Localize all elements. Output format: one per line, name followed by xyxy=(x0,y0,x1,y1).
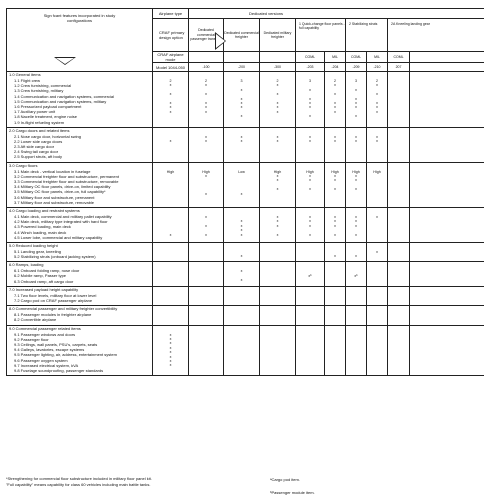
empty-cell xyxy=(410,72,484,128)
mark-cell: High x x xyxy=(189,162,224,207)
empty-cell xyxy=(388,262,410,287)
model-label: Model 1044-050 xyxy=(153,63,189,72)
section-item: 1.1 Flight crew xyxy=(14,78,41,83)
empty-cell xyxy=(388,242,410,261)
section-row xyxy=(7,306,484,325)
empty-cell xyxy=(388,306,410,325)
section-item: 5.1 Landing gear, kneeling xyxy=(14,248,61,254)
col-300-label: Dedicated military freighter xyxy=(260,19,296,52)
section-item: 3.4 Military OC floor panels, drive-on, limited capability xyxy=(14,184,111,190)
mark-cell xyxy=(296,286,325,305)
section-item: 7.1 Two floor levels, military floor at lower level xyxy=(14,292,97,298)
mark-cell: Low x xyxy=(224,162,260,207)
mark-cell xyxy=(367,262,388,287)
empty-cell xyxy=(410,306,484,325)
section-item: 8.2 Convertible airplane xyxy=(14,317,57,323)
mark-cell xyxy=(367,325,388,376)
section-item: 4.2 Main deck, military type integrated with hard floor xyxy=(14,219,108,225)
mark-cell xyxy=(325,325,346,376)
mark-cell xyxy=(367,286,388,305)
craf-mode-label: CRAF airplane mode xyxy=(153,52,189,63)
mark-cell: High x x x xyxy=(296,162,325,207)
mark-cell: x xyxy=(325,242,346,261)
section-title: 7.0 Increased payload height capability xyxy=(9,286,79,292)
empty-cell xyxy=(388,325,410,376)
craf-primary-text: CRAF primary design option xyxy=(159,30,185,40)
down-arrow-icon xyxy=(54,57,76,65)
mark-cell: x x xyxy=(189,127,224,162)
section-item: 6.2 Mobile ramp, Passer type xyxy=(14,273,67,279)
mark-cell: x x xyxy=(260,127,296,162)
footnote-2: "Full capability" means capability for class 60 vehicles including main battle tanks. xyxy=(6,482,151,487)
mark-cell: x x xyxy=(296,127,325,162)
empty-cell xyxy=(410,207,484,242)
col-200-code: -200 xyxy=(224,63,260,72)
mark-cell xyxy=(189,242,224,261)
section-cell xyxy=(7,162,153,207)
empty-cell xyxy=(410,286,484,305)
section-item: 4.1 Main deck, commercial and military pallet capability xyxy=(14,213,112,219)
section-item: 5.2 Stabilizing struts (onboard jacking system) xyxy=(14,254,96,260)
mark-cell: 2 x x x x x xyxy=(153,72,189,128)
mark-cell: xᵇ xyxy=(346,262,367,287)
empty-cell xyxy=(410,127,484,162)
mark-cell: 2 x x x x x xyxy=(189,72,224,128)
mark-cell: 2 x x x x x xyxy=(260,72,296,128)
empty-cell xyxy=(410,262,484,287)
section-item: 9.3 Ceilings, wall panels, PSU's, carpets, seats xyxy=(14,341,98,347)
section-item: 9.7 Increased electrical system, kVA xyxy=(14,362,79,368)
sub-code-3: -209 xyxy=(346,63,367,72)
sign-features-cell xyxy=(7,9,153,72)
mark-cell xyxy=(153,306,189,325)
dedicated-versions-label: Dedicated versions xyxy=(189,9,484,19)
mark-cell xyxy=(224,306,260,325)
section-item: 3.1 Main deck - vertical location in fuselage xyxy=(14,168,91,174)
section-row xyxy=(7,262,484,287)
footnote-3: ᵃCargo pod item. xyxy=(270,477,300,482)
mark-cell xyxy=(153,262,189,287)
sub-code-2: -204 xyxy=(325,63,346,72)
section-item: 1.4 Communication and navigation systems, commercial xyxy=(14,93,115,99)
mark-cell xyxy=(189,286,224,305)
mark-cell: x xyxy=(367,207,388,242)
mark-cell xyxy=(346,325,367,376)
section-title: 8.0 Commercial passenger and military freighter convertibility xyxy=(9,306,118,312)
footnote-1: *Strengthening for commercial floor substructure included in military floor panel kit. xyxy=(6,476,152,481)
mark-cell xyxy=(153,286,189,305)
mark-cell: x x x x x x x x xyxy=(153,325,189,376)
section-row xyxy=(7,72,484,128)
section-item: 9.6 Passenger oxygen system xyxy=(14,357,68,363)
group2-label: 2 Stabilizing struts xyxy=(346,19,388,52)
mark-cell xyxy=(260,242,296,261)
section-item: 2.2 Lower side cargo doors xyxy=(14,138,63,144)
section-item: 3.2 Commercial freighter floor and substructure, permanent xyxy=(14,173,119,179)
col-100-code: -100 xyxy=(189,63,224,72)
mark-cell: 3 x x x x x xyxy=(224,72,260,128)
mark-cell xyxy=(346,286,367,305)
section-item: 3.5 Military OC floor panels, drive-on, full capability* xyxy=(14,189,106,195)
section-item: 9.4 Galleys, lavatories, escape systems xyxy=(14,347,85,353)
mark-cell xyxy=(260,286,296,305)
mark-cell: x xyxy=(153,127,189,162)
mark-cell: High xyxy=(153,162,189,207)
section-item: 4.3 Powered loading, main deck xyxy=(14,224,71,230)
mark-cell: x x x x xyxy=(224,207,260,242)
empty-cell xyxy=(388,72,410,128)
sub-label-5: COML xyxy=(388,52,410,63)
craf-primary-label xyxy=(153,19,189,52)
sub-code-1: -203 xyxy=(296,63,325,72)
mark-cell: x x x x xyxy=(296,207,325,242)
mark-cell xyxy=(260,325,296,376)
mark-cell: 3 x x x x x xyxy=(346,72,367,128)
mark-cell: High x x x xyxy=(325,162,346,207)
airplane-type-label: Airplane type xyxy=(153,9,189,19)
empty-cell xyxy=(410,162,484,207)
col-200-label: Dedicated commercial freighter xyxy=(224,19,260,52)
mark-cell xyxy=(260,262,296,287)
section-item: 3.7 Military floor and substructure, removable xyxy=(14,199,95,205)
section-row xyxy=(7,127,484,162)
mark-cell xyxy=(189,262,224,287)
section-title: 2.0 Cargo doors and related items xyxy=(9,127,70,133)
mark-cell: x x xyxy=(224,262,260,287)
section-item: 1.2 Crew furnishing, commercial xyxy=(14,83,72,89)
section-cell xyxy=(7,242,153,261)
sub-label-2: MIL xyxy=(325,52,346,63)
mark-cell: High x x x xyxy=(260,162,296,207)
section-row xyxy=(7,242,484,261)
section-item: 1.3 Crew furnishing, military xyxy=(14,88,64,94)
mark-cell: 2 x x x x x xyxy=(367,72,388,128)
empty-cell xyxy=(388,127,410,162)
section-cell xyxy=(7,306,153,325)
mark-cell: x x xyxy=(346,127,367,162)
mark-cell xyxy=(189,325,224,376)
section-item: 3.3 Commercial freighter floor and substructure, removable xyxy=(14,179,119,184)
section-title: 3.0 Cargo floors xyxy=(9,162,38,168)
mark-cell xyxy=(346,306,367,325)
section-title: 5.0 Reduced loading height xyxy=(9,242,58,248)
mark-cell: x x x x xyxy=(260,207,296,242)
section-title: 4.0 Cargo loading and restraint systems xyxy=(9,207,80,213)
mark-cell: x xyxy=(367,242,388,261)
mark-cell: x xyxy=(224,242,260,261)
group3-label: 2A Kneeling landing gear xyxy=(388,19,484,52)
section-item: 4.5 Lower lobe, commercial and military capability xyxy=(14,234,103,240)
section-row xyxy=(7,325,484,376)
mark-cell xyxy=(325,306,346,325)
mark-cell: x xyxy=(153,207,189,242)
right-arrow-icon xyxy=(215,32,226,50)
mark-cell: x x xyxy=(367,127,388,162)
section-cell xyxy=(7,325,153,376)
col-300-code: -300 xyxy=(260,63,296,72)
mark-cell xyxy=(296,242,325,261)
mark-cell xyxy=(260,306,296,325)
section-item: 8.1 Passenger modules in freighter airplane xyxy=(14,312,92,318)
mark-cell xyxy=(296,325,325,376)
section-row xyxy=(7,207,484,242)
section-item: 9.8 Fuselage soundproofing, passenger standards xyxy=(14,367,104,373)
section-cell xyxy=(7,72,153,128)
section-cell xyxy=(7,207,153,242)
col-100-label: Dedicated commercial passenger transport xyxy=(189,19,224,52)
mark-cell: xᵇ xyxy=(296,262,325,287)
sub-label-1: COML xyxy=(296,52,325,63)
mark-cell xyxy=(325,286,346,305)
empty-cell xyxy=(410,325,484,376)
section-item: 9.2 Passenger floor xyxy=(14,336,49,342)
empty-cell xyxy=(388,286,410,305)
section-item: 2.5 Support struts, aft body xyxy=(14,154,63,160)
section-item: 1.6 Pressurized payload compartment xyxy=(14,103,82,109)
section-title: 1.0 General items xyxy=(9,72,41,77)
section-item: 1.5 Communication and navigation systems, military xyxy=(14,98,107,104)
mark-cell: 2 x x x x x xyxy=(325,72,346,128)
section-cell xyxy=(7,127,153,162)
section-item: 9.1 Passenger windows and doors xyxy=(14,331,76,337)
section-row xyxy=(7,286,484,305)
section-cell xyxy=(7,262,153,287)
empty-cell xyxy=(410,242,484,261)
footnote-4: ᵇPassenger module item. xyxy=(270,490,315,495)
section-item: 7.2 Cargo pod on CRAF passenger airplane xyxy=(14,298,93,303)
section-title: 6.0 Ramps, loading xyxy=(9,262,44,268)
mark-cell xyxy=(296,306,325,325)
sub-code-5: 207 xyxy=(388,63,410,72)
sign-features-text: Sign fcant features incorporated in study configurations xyxy=(43,13,116,23)
group1-label: 1 Quick-change floor panels - full capability xyxy=(296,19,346,52)
section-item: 9.5 Passenger lighting, air, address, entertainment system xyxy=(14,352,117,358)
section-row xyxy=(7,162,484,207)
mark-cell xyxy=(224,325,260,376)
empty-cell xyxy=(388,207,410,242)
configuration-table xyxy=(6,8,484,376)
mark-cell: 3 x x x x x xyxy=(296,72,325,128)
section-title: 9.0 Commercial passenger related items xyxy=(9,325,81,331)
section-item: 1.9 In-flight refueling system xyxy=(14,119,65,125)
sub-code-4: -210 xyxy=(367,63,388,72)
mark-cell: x x x x xyxy=(325,207,346,242)
sub-label-3: COML xyxy=(346,52,367,63)
mark-cell xyxy=(224,286,260,305)
section-item: 4.4 Winch loading, main deck xyxy=(14,229,67,235)
mark-cell: High xyxy=(367,162,388,207)
section-item: 3.6 Military floor and substructure, permanent xyxy=(14,194,95,200)
mark-cell: x xyxy=(346,242,367,261)
section-item: 2.4 Swing tail cargo door xyxy=(14,149,59,155)
mark-cell xyxy=(189,306,224,325)
mark-cell xyxy=(153,242,189,261)
section-item: 2.3 Aft side cargo door xyxy=(14,144,55,150)
section-cell xyxy=(7,286,153,305)
mark-cell: x x x xyxy=(189,207,224,242)
section-item: 6.1 Onboard folding ramp, nose door xyxy=(14,268,80,274)
sub-label-4: MIL xyxy=(367,52,388,63)
mark-cell: x x xyxy=(224,127,260,162)
empty-cell xyxy=(388,162,410,207)
mark-cell: x x x x xyxy=(346,207,367,242)
mark-cell: x x xyxy=(325,127,346,162)
mark-cell xyxy=(367,306,388,325)
section-item: 1.7 Auxiliary power unit xyxy=(14,109,56,115)
mark-cell xyxy=(325,262,346,287)
section-item: 2.1 Nose cargo door, horizontal swing xyxy=(14,133,81,139)
mark-cell: High x x x xyxy=(346,162,367,207)
section-item: 6.3 Onboard ramp, aft cargo door xyxy=(14,278,74,284)
section-item: 1.8 Nacelle treatment, engine noise xyxy=(14,114,77,120)
